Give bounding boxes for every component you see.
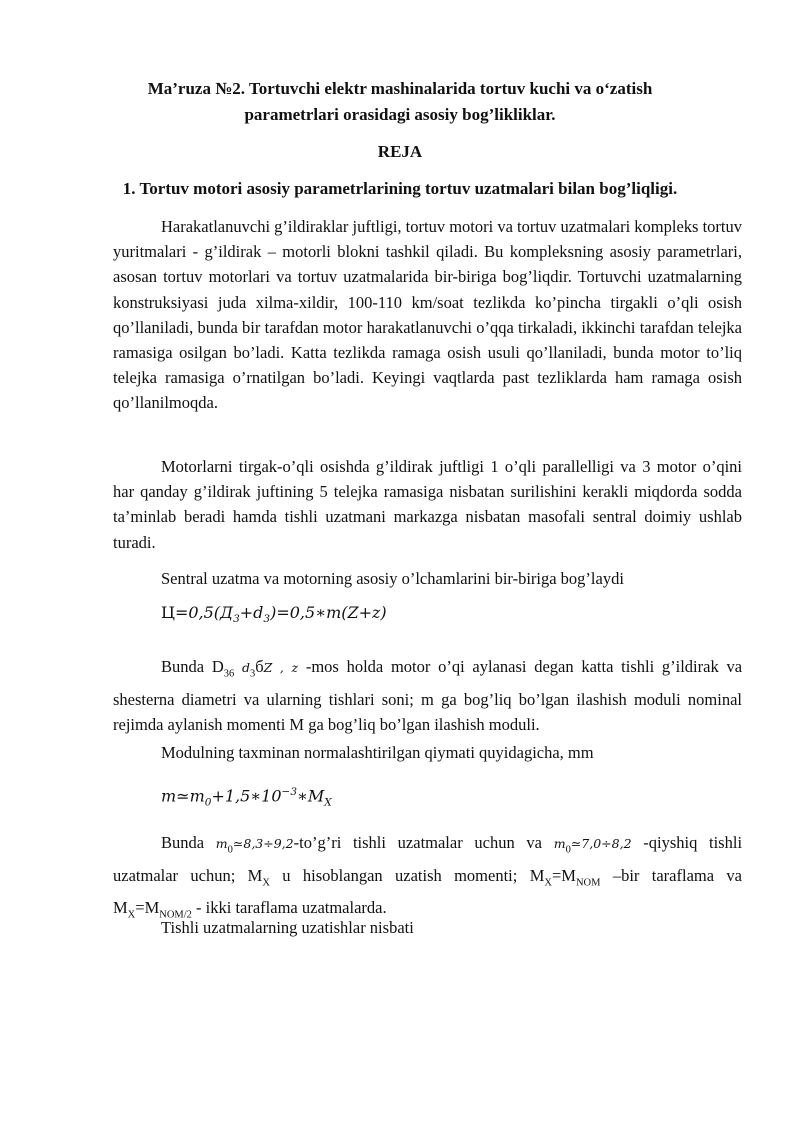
formula-center-distance: $Ц=0,5(Д_3+d_3)=0,5∗m(Z+z)$: [161, 603, 387, 626]
paragraph-3: Sentral uzatma va motorning asosiy o’lchamlarini bir-biriga bog’laydi: [161, 569, 624, 588]
section-heading: 1. Tortuv motori asosiy parametrlarining tortuv uzatmalari bilan bog’liqligi.: [122, 179, 678, 198]
formula-module: $m≃m_0+1,5∗10^{-3}∗M_X$: [161, 786, 332, 809]
paragraph-7: Tishli uzatmalarning uzatishlar nisbati: [161, 918, 414, 937]
paragraph-6: Bunda $m_0≃8,3\div 9,2-to’g’ri$ tishli uzatmalar uchun va $m_0≃7,0\div 8,2$ -qiyshiq tishli uzatmalar uchun; $M_X$ u hisoblangan uzatish momenti; $M_X=M_{NOM}$ –bir taraflama va $M_X=M_{NOM/2}$ - ikki taraflama uzatmalarda.: [113, 833, 743, 921]
paragraph-2: Motorlarni tirgak-o’qli osishda g’ildirak juftligi 1 o’qli parallelligi va 3 motor o’qini har qanday g’ildirak juftining 5 telejka ramasiga nisbatan surilishini kerakli miqdorda sodda ta’minlab beradi hamda tishli uzatmani markazga nisbatan masofali sentral doimiy ushlab turadi.: [113, 457, 742, 552]
lecture-title: Ma’ruza №2. Tortuvchi elektr mashinalarida tortuv kuchi va o‘zatish parametrlari orasidagi asosiy bog’likliklar.: [147, 79, 653, 124]
paragraph-4: Bunda $D_{36}$ $d_3бZ$ , z -mos holda motor o’qi aylanasi degan katta tishli g’ildirak va shesterna diametri va ularning tishlari soni; m ga bog’liq bo’lgan ilashish moduli nominal rejimda aylanish momenti M ga bog’liq bo’lgan ilashish moduli.: [113, 657, 743, 734]
plan-heading: REJA: [377, 142, 423, 161]
paragraph-1: Harakatlanuvchi g’ildiraklar juftligi, tortuv motori va tortuv uzatmalari kompleks tortuv yuritmalari - g’ildirak – motorli blokni tashkil qiladi. Bu kompleksning asosiy parametrlari, asosan tortuv motorlari va tortuv uzatmalarida bir-biriga bog’liqdir. Tortuvchi uzatmalarning konstruksiyasi juda xilma-xildir, 100-110 km/soat tezlikda ko’pincha tirgakli o’qli osish qo’llaniladi, bunda bir tarafdan motor harakatlanuvchi o’qqa tirkaladi, ikkinchi tarafdan telejka ramasiga osilgan bo’ladi. Katta tezlikda ramaga osish usuli qo’llaniladi, bunda motor to’liq telejka ramasiga o’rnatilgan bo’ladi. Keyingi vaqtlarda past tezliklarda ham ramaga osish qo’llanilmoqda.: [113, 217, 743, 413]
paragraph-5: Modulning taxminan normalashtirilgan qiymati quyidagicha, mm: [161, 743, 594, 762]
